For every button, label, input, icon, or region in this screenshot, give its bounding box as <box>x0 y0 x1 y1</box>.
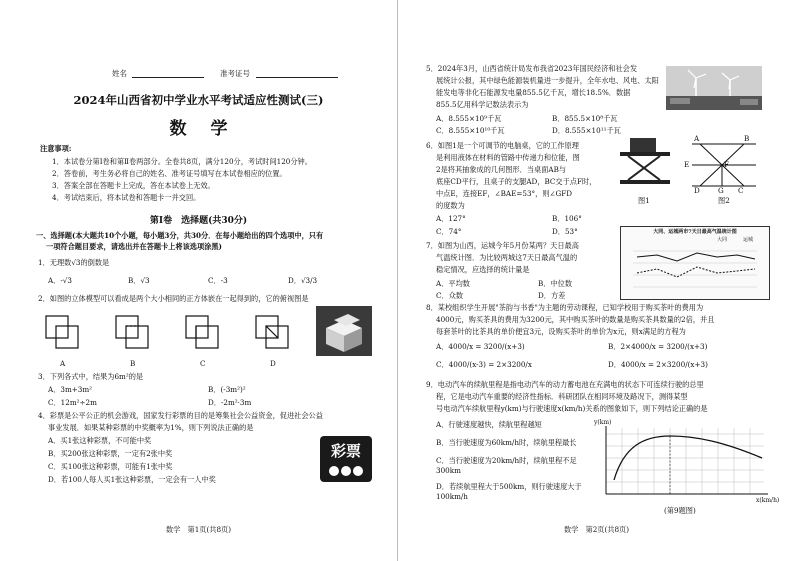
question-9-stem-2: 程，它是电动汽车重要的经济性指标．科研团队在相同环境及路况下，测得某型 <box>436 392 688 401</box>
q6-point-e: E <box>684 160 690 169</box>
q4-option-b: B．买200张这种彩票，一定有2张中奖 <box>48 449 173 458</box>
question-5-stem-3: 能发电等非化石能源发电量855.5亿千瓦，增长18.5%．数据 <box>436 88 631 97</box>
footer-page-2: 数学 第2页(共8页) <box>563 525 630 534</box>
q7-option-b: B．中位数 <box>538 279 573 288</box>
exam-no-blank <box>256 77 338 78</box>
notice-item: 4．考试结束后，将本试卷和答题卡一并交回。 <box>52 193 201 202</box>
q6-point-c: C <box>738 186 744 195</box>
q5-option-a: A．8.555×10⁹千瓦 <box>436 114 502 123</box>
question-6-stem-3: 2是将其抽象成的几何图形．当桌面AB与 <box>436 165 567 174</box>
q9-y-axis-label: y(km) <box>594 419 612 426</box>
question-7-stem-3: 稳定情况，应选择的统计量是 <box>436 265 530 274</box>
q3-option-a: A．3m+3m² <box>48 385 93 394</box>
q8-option-d: D．4000/x = 2×3200/(x+3) <box>608 360 708 369</box>
cube-model-photo <box>316 306 372 356</box>
q6-option-d: D．53° <box>552 227 578 236</box>
notice-heading: 注意事项: <box>40 144 72 153</box>
q2-option-c-figure <box>186 316 218 348</box>
q9-option-a: A．行驶速度越快，续航里程越短 <box>436 420 542 429</box>
footer-page-1: 数学 第1页(共8页) <box>165 525 232 534</box>
q1-option-b: B．√3 <box>128 276 150 285</box>
part-one-instruction: 一、选择题(本大题共10个小题，每小题3分，共30分．在每小题给出的四个选项中，只有 <box>36 231 324 240</box>
question-3-stem: 3．下列各式中，结果为6m²的是 <box>38 372 144 381</box>
question-9-stem-3: 号电动汽车续航里程y(km)与行驶速度x(km/h)关系的图象如下，则下列结论正确的是 <box>436 404 708 413</box>
q6-option-a: A．127° <box>436 214 466 223</box>
temperature-chart <box>620 226 770 300</box>
page-right <box>397 0 794 561</box>
q3-option-d: D．-2m²·3m <box>208 398 252 407</box>
q2-label-a: A <box>60 359 66 368</box>
q5-option-b: B．855.5×10⁸千瓦 <box>552 114 618 123</box>
question-6-stem-5: 中点E，连接EF，∠BAE=53°，则∠GFD <box>436 189 572 198</box>
q9-option-c: C．当行驶速度为20km/h时，续航里程不足300km <box>436 456 577 475</box>
question-8-stem-3: 每套茶叶的比茶具的单价便宜3元，设购买茶叶的单价为x元，则x满足的方程为 <box>436 327 686 336</box>
q6-option-b: B．106° <box>552 214 582 223</box>
q6-desk-figure <box>614 134 676 192</box>
exam-no-label: 准考证号 <box>220 69 250 78</box>
q2-label-d: D <box>270 359 276 368</box>
q2-option-b-figure <box>116 316 148 348</box>
question-2-stem: 2．如图的立体模型可以看成是两个大小相同的正方体嵌在一起得到的，它的俯视图是 <box>38 294 309 303</box>
q7-option-a: A．平均数 <box>436 279 470 288</box>
lottery-balls-icon <box>326 464 366 478</box>
notice-item: 2．答卷前，考生务必将自己的姓名、准考证号填写在本试卷相应的位置。 <box>52 169 287 178</box>
wind-turbine-photo <box>666 66 762 110</box>
q6-fig2-label: 图2 <box>718 196 730 205</box>
legend-datong: 大同 <box>717 237 728 243</box>
lottery-logo-text: 彩票 <box>330 442 361 460</box>
legend-yuncheng: 运城 <box>743 237 754 243</box>
q1-option-c: C．-3 <box>208 276 228 285</box>
question-5-stem-2: 展统计公报，其中绿色能源装机量进一步提升，全年水电、风电、太阳 <box>436 76 659 85</box>
q8-option-c: C．4000/(x-3) = 2×3200/x <box>436 360 532 369</box>
question-5-stem: 5．2024年3月，山西省统计局发布我省2023年国民经济和社会发 <box>426 64 638 73</box>
question-7-stem-2: 气温统计图．为比较两城这7天日最高气温的 <box>436 253 578 262</box>
q3-option-b: B．(-3m²)² <box>208 385 246 394</box>
question-6-stem-6: 的度数为 <box>436 201 465 210</box>
temperature-lines <box>627 243 763 295</box>
exam-title: 2024年山西省初中学业水平考试适应性测试(三) <box>73 93 324 107</box>
notice-item: 1．本试卷分第Ⅰ卷和第Ⅱ卷两部分。全卷共8页，满分120分，考试时间120分钟。 <box>52 157 312 166</box>
q2-label-c: C <box>200 359 206 368</box>
q1-option-a: A．-√3 <box>48 276 72 285</box>
question-1-stem: 1．无理数√3的倒数是 <box>38 258 110 267</box>
notice-item: 3．答案全部在答题卡上完成，答在本试卷上无效。 <box>52 181 215 190</box>
q6-option-c: C．74° <box>436 227 462 236</box>
q2-option-d-figure <box>256 316 288 348</box>
q6-point-b: B <box>744 134 750 143</box>
q4-option-c: C．买100张这种彩票，可能有1张中奖 <box>48 462 173 471</box>
q9-x-axis-label: x(km/h) <box>756 497 780 504</box>
q9-range-speed-graph <box>594 424 772 502</box>
question-8-stem: 8．某校组织学生开展"茶韵与书香"为主题的劳动课程，已知学校用于购买茶叶的费用为 <box>426 303 704 312</box>
lottery-logo <box>320 436 372 482</box>
q9-option-b: B．当行驶速度为60km/h时，续航里程最长 <box>436 438 577 447</box>
q3-option-c: C．12m²÷2m <box>48 398 97 407</box>
name-label: 姓名 <box>112 69 127 78</box>
q2-option-a-figure <box>46 316 78 348</box>
q6-point-f: F <box>724 160 729 169</box>
q7-option-c: C．众数 <box>436 291 464 300</box>
question-6-stem: 6．如图1是一个可调节的电脑桌，它的工作原理 <box>426 141 579 150</box>
q6-point-d: D <box>694 186 700 195</box>
section-title: 第Ⅰ卷 选择题(共30分) <box>149 216 248 226</box>
question-8-stem-2: 4000元，购买茶具的费用为3200元，其中购买茶叶的数量是购买茶具数量的2倍，并且 <box>436 315 715 324</box>
q5-option-c: C．8.555×10¹⁰千瓦 <box>436 126 505 135</box>
subject-title: 数学 <box>169 119 252 139</box>
question-7-stem: 7．如图为山西，运城今年5月份某两？天日最高 <box>426 241 579 250</box>
question-4-stem: 4．彩票是公平公正的机会游戏，国家发行彩票的目的是筹集社会公益资金，促进社会公益 <box>38 411 323 420</box>
question-5-stem-4: 855.5亿用科学记数法表示为 <box>436 100 529 109</box>
q2-top-view-options <box>42 312 312 358</box>
q8-option-b: B．2×4000/x = 3200/(x+3) <box>608 342 708 351</box>
temperature-chart-title: 大同、运城两市7天日最高气温统计图 <box>653 229 737 235</box>
q4-option-d: D．若100人每人买1张这种彩票，一定会有一人中奖 <box>48 475 216 484</box>
question-6-stem-2: 是利用液体在材料的管路中传递力和位能，图 <box>436 153 580 162</box>
part-one-instruction-2: 一项符合题目要求，请选出并在答题卡上将该选项涂黑) <box>46 242 222 251</box>
q5-option-d: D．8.555×10¹¹千瓦 <box>552 126 621 135</box>
question-4-stem-2: 事业发展．如果某种彩票的中奖概率为1%，则下列说法正确的是 <box>48 423 254 432</box>
q6-point-a: A <box>694 134 700 143</box>
q7-option-d: D．方差 <box>538 291 566 300</box>
name-blank <box>132 77 204 78</box>
question-6-stem-4: 底座CD平行，且桌子的支腿AD，BC交于点F时， <box>436 177 597 186</box>
q8-option-a: A．4000/x = 3200/(x+3) <box>436 342 525 351</box>
q4-option-a: A．买1张这种彩票，不可能中奖 <box>48 436 152 445</box>
q6-fig1-label: 图1 <box>638 196 650 205</box>
q9-caption: (第9题图) <box>664 506 696 515</box>
q2-label-b: B <box>130 359 136 368</box>
question-9-stem: 9．电动汽车的续航里程是指电动汽车的动力蓄电池在充满电的状态下可连续行驶的总里 <box>426 380 704 389</box>
q1-option-d: D．√3/3 <box>288 276 318 285</box>
q6-point-g: G <box>718 186 724 195</box>
q9-option-d: D．若续航里程大于500km，则行驶速度大于100km/h <box>436 482 582 501</box>
